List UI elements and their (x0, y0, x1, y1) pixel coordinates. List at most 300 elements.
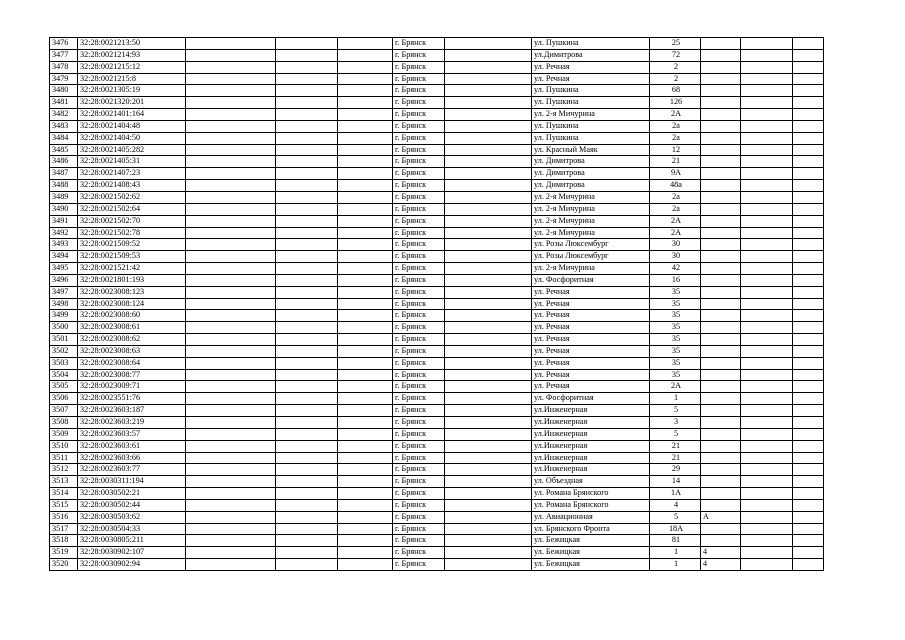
empty-cell (186, 215, 276, 227)
city-cell: г. Брянск (393, 132, 445, 144)
empty-cell (276, 97, 338, 109)
house-cell: 35 (650, 334, 701, 346)
empty-cell (276, 393, 338, 405)
cadastral-number-cell: 32:28:0023603:187 (78, 405, 186, 417)
street-cell: ул. Брянского Фронта (532, 523, 650, 535)
empty-cell (338, 144, 393, 156)
city-cell: г. Брянск (393, 322, 445, 334)
house-cell: 30 (650, 251, 701, 263)
table-row (50, 239, 824, 251)
empty-cell (276, 440, 338, 452)
empty-cell (793, 440, 824, 452)
street-cell: ул. Димитрова (532, 156, 650, 168)
table-row (50, 428, 824, 440)
street-cell: ул. Пушкина (532, 120, 650, 132)
extra-cell (701, 61, 741, 73)
empty-cell (338, 345, 393, 357)
empty-cell (741, 369, 793, 381)
empty-cell (276, 227, 338, 239)
city-cell: г. Брянск (393, 203, 445, 215)
street-cell: ул. Речная (532, 381, 650, 393)
empty-cell (445, 156, 532, 168)
empty-cell (186, 428, 276, 440)
empty-cell (338, 132, 393, 144)
empty-cell (741, 215, 793, 227)
cadastral-number-cell: 32:28:0030503:62 (78, 511, 186, 523)
empty-cell (186, 499, 276, 511)
empty-cell (276, 535, 338, 547)
table-row (50, 298, 824, 310)
empty-cell (338, 405, 393, 417)
city-cell: г. Брянск (393, 357, 445, 369)
register-table (49, 37, 824, 571)
empty-cell (186, 488, 276, 500)
empty-cell (741, 203, 793, 215)
empty-cell (741, 286, 793, 298)
table-row (50, 38, 824, 50)
table-row (50, 227, 824, 239)
empty-cell (741, 310, 793, 322)
cadastral-number-cell: 32:28:0023008:77 (78, 369, 186, 381)
city-cell: г. Брянск (393, 85, 445, 97)
empty-cell (741, 263, 793, 275)
empty-cell (276, 523, 338, 535)
table-row (50, 109, 824, 121)
empty-cell (445, 49, 532, 61)
extra-cell (701, 381, 741, 393)
extra-cell (701, 452, 741, 464)
empty-cell (445, 109, 532, 121)
cadastral-number-cell: 32:28:0023603:219 (78, 417, 186, 429)
empty-cell (793, 393, 824, 405)
house-cell: 4 (650, 499, 701, 511)
cadastral-number-cell: 32:28:0030805:211 (78, 535, 186, 547)
city-cell: г. Брянск (393, 263, 445, 275)
empty-cell (793, 488, 824, 500)
empty-cell (445, 393, 532, 405)
street-cell: ул.Инженерная (532, 464, 650, 476)
empty-cell (338, 251, 393, 263)
empty-cell (445, 203, 532, 215)
city-cell: г. Брянск (393, 440, 445, 452)
table-row (50, 381, 824, 393)
empty-cell (741, 345, 793, 357)
empty-cell (186, 61, 276, 73)
empty-cell (276, 476, 338, 488)
empty-cell (741, 488, 793, 500)
extra-cell (701, 38, 741, 50)
city-cell: г. Брянск (393, 499, 445, 511)
house-cell: 35 (650, 369, 701, 381)
row-number: 3492 (50, 227, 78, 239)
city-cell: г. Брянск (393, 215, 445, 227)
empty-cell (276, 263, 338, 275)
table-row (50, 452, 824, 464)
extra-cell (701, 476, 741, 488)
empty-cell (793, 97, 824, 109)
street-cell: ул. Бежицкая (532, 559, 650, 571)
empty-cell (445, 227, 532, 239)
extra-cell (701, 168, 741, 180)
extra-cell (701, 73, 741, 85)
house-cell: 2 (650, 73, 701, 85)
empty-cell (186, 345, 276, 357)
row-number: 3504 (50, 369, 78, 381)
table-row (50, 345, 824, 357)
row-number: 3502 (50, 345, 78, 357)
empty-cell (793, 120, 824, 132)
empty-cell (793, 334, 824, 346)
street-cell: ул. Бежицкая (532, 535, 650, 547)
street-cell: ул. Димитрова (532, 180, 650, 192)
empty-cell (186, 73, 276, 85)
city-cell: г. Брянск (393, 180, 445, 192)
extra-cell (701, 120, 741, 132)
cadastral-number-cell: 32:28:0023009:71 (78, 381, 186, 393)
extra-cell (701, 144, 741, 156)
empty-cell (276, 180, 338, 192)
empty-cell (741, 452, 793, 464)
empty-cell (276, 452, 338, 464)
extra-cell: 4 (701, 559, 741, 571)
empty-cell (338, 310, 393, 322)
empty-cell (186, 334, 276, 346)
empty-cell (276, 109, 338, 121)
empty-cell (186, 156, 276, 168)
empty-cell (186, 191, 276, 203)
extra-cell (701, 405, 741, 417)
cadastral-number-cell: 32:28:0023008:64 (78, 357, 186, 369)
empty-cell (186, 144, 276, 156)
empty-cell (793, 499, 824, 511)
row-number: 3506 (50, 393, 78, 405)
extra-cell (701, 109, 741, 121)
table-row (50, 97, 824, 109)
extra-cell (701, 393, 741, 405)
cadastral-number-cell: 32:28:0021502:62 (78, 191, 186, 203)
extra-cell (701, 523, 741, 535)
house-cell: 9А (650, 168, 701, 180)
city-cell: г. Брянск (393, 511, 445, 523)
empty-cell (338, 97, 393, 109)
city-cell: г. Брянск (393, 49, 445, 61)
cadastral-number-cell: 32:28:0023008:61 (78, 322, 186, 334)
empty-cell (445, 298, 532, 310)
empty-cell (793, 286, 824, 298)
house-cell: 42 (650, 263, 701, 275)
empty-cell (338, 203, 393, 215)
row-number: 3508 (50, 417, 78, 429)
extra-cell (701, 156, 741, 168)
empty-cell (186, 274, 276, 286)
empty-cell (793, 61, 824, 73)
table-row (50, 168, 824, 180)
table-row (50, 488, 824, 500)
empty-cell (276, 203, 338, 215)
empty-cell (338, 191, 393, 203)
house-cell: 35 (650, 357, 701, 369)
extra-cell (701, 440, 741, 452)
cadastral-number-cell: 32:28:0023603:77 (78, 464, 186, 476)
empty-cell (741, 85, 793, 97)
row-number: 3517 (50, 523, 78, 535)
extra-cell (701, 322, 741, 334)
table-row (50, 191, 824, 203)
empty-cell (276, 428, 338, 440)
empty-cell (741, 73, 793, 85)
street-cell: ул. 2-я Мичурина (532, 191, 650, 203)
empty-cell (793, 464, 824, 476)
house-cell: 2а (650, 120, 701, 132)
street-cell: ул.Димитрова (532, 49, 650, 61)
extra-cell (701, 488, 741, 500)
empty-cell (338, 417, 393, 429)
city-cell: г. Брянск (393, 405, 445, 417)
empty-cell (445, 440, 532, 452)
extra-cell (701, 49, 741, 61)
cadastral-number-cell: 32:28:0030311:194 (78, 476, 186, 488)
row-number: 3478 (50, 61, 78, 73)
street-cell: ул.Инженерная (532, 452, 650, 464)
empty-cell (445, 381, 532, 393)
cadastral-number-cell: 32:28:0021407:23 (78, 168, 186, 180)
cadastral-number-cell: 32:28:0023008:62 (78, 334, 186, 346)
empty-cell (276, 417, 338, 429)
empty-cell (793, 180, 824, 192)
row-number: 3483 (50, 120, 78, 132)
empty-cell (793, 369, 824, 381)
empty-cell (276, 132, 338, 144)
empty-cell (445, 132, 532, 144)
street-cell: ул. Авиационная (532, 511, 650, 523)
empty-cell (186, 440, 276, 452)
street-cell: ул. Пушкина (532, 97, 650, 109)
empty-cell (741, 239, 793, 251)
extra-cell (701, 535, 741, 547)
row-number: 3487 (50, 168, 78, 180)
empty-cell (741, 357, 793, 369)
house-cell: 18А (650, 523, 701, 535)
empty-cell (445, 417, 532, 429)
empty-cell (276, 357, 338, 369)
city-cell: г. Брянск (393, 310, 445, 322)
empty-cell (741, 334, 793, 346)
empty-cell (793, 239, 824, 251)
empty-cell (793, 298, 824, 310)
register-body (50, 38, 824, 571)
empty-cell (445, 357, 532, 369)
empty-cell (338, 85, 393, 97)
empty-cell (186, 180, 276, 192)
street-cell: ул. Речная (532, 310, 650, 322)
table-row (50, 464, 824, 476)
cadastral-number-cell: 32:28:0030502:44 (78, 499, 186, 511)
table-row (50, 559, 824, 571)
empty-cell (338, 452, 393, 464)
row-number: 3489 (50, 191, 78, 203)
table-row (50, 523, 824, 535)
empty-cell (186, 97, 276, 109)
cadastral-number-cell: 32:28:0023008:60 (78, 310, 186, 322)
empty-cell (186, 132, 276, 144)
row-number: 3519 (50, 547, 78, 559)
street-cell: ул. Пушкина (532, 38, 650, 50)
empty-cell (186, 49, 276, 61)
row-number: 3505 (50, 381, 78, 393)
empty-cell (793, 156, 824, 168)
cadastral-number-cell: 32:28:0030502:21 (78, 488, 186, 500)
empty-cell (276, 120, 338, 132)
table-row (50, 215, 824, 227)
house-cell: 21 (650, 440, 701, 452)
table-row (50, 61, 824, 73)
table-row (50, 144, 824, 156)
row-number: 3503 (50, 357, 78, 369)
empty-cell (338, 298, 393, 310)
register-sheet (49, 37, 824, 571)
city-cell: г. Брянск (393, 452, 445, 464)
city-cell: г. Брянск (393, 523, 445, 535)
empty-cell (186, 286, 276, 298)
city-cell: г. Брянск (393, 535, 445, 547)
city-cell: г. Брянск (393, 417, 445, 429)
table-row (50, 499, 824, 511)
empty-cell (186, 203, 276, 215)
empty-cell (276, 547, 338, 559)
row-number: 3514 (50, 488, 78, 500)
cadastral-number-cell: 32:28:0023603:61 (78, 440, 186, 452)
empty-cell (445, 334, 532, 346)
empty-cell (338, 488, 393, 500)
street-cell: ул. 2-я Мичурина (532, 227, 650, 239)
empty-cell (445, 345, 532, 357)
street-cell: ул. 2-я Мичурина (532, 263, 650, 275)
cadastral-number-cell: 32:28:0021502:78 (78, 227, 186, 239)
empty-cell (186, 511, 276, 523)
house-cell: 29 (650, 464, 701, 476)
house-cell: 2 (650, 61, 701, 73)
empty-cell (338, 357, 393, 369)
empty-cell (186, 417, 276, 429)
empty-cell (276, 369, 338, 381)
empty-cell (445, 85, 532, 97)
extra-cell (701, 369, 741, 381)
house-cell: 126 (650, 97, 701, 109)
empty-cell (338, 239, 393, 251)
empty-cell (741, 428, 793, 440)
street-cell: ул.Инженерная (532, 405, 650, 417)
empty-cell (338, 464, 393, 476)
empty-cell (338, 286, 393, 298)
street-cell: ул. Розы Люксембург (532, 239, 650, 251)
empty-cell (338, 334, 393, 346)
table-row (50, 85, 824, 97)
empty-cell (445, 499, 532, 511)
empty-cell (793, 168, 824, 180)
empty-cell (445, 38, 532, 50)
table-row (50, 511, 824, 523)
street-cell: ул. Речная (532, 73, 650, 85)
empty-cell (741, 405, 793, 417)
empty-cell (445, 511, 532, 523)
empty-cell (445, 523, 532, 535)
empty-cell (793, 405, 824, 417)
street-cell: ул. Димитрова (532, 168, 650, 180)
empty-cell (445, 405, 532, 417)
empty-cell (445, 239, 532, 251)
city-cell: г. Брянск (393, 156, 445, 168)
empty-cell (445, 464, 532, 476)
empty-cell (276, 191, 338, 203)
row-number: 3509 (50, 428, 78, 440)
empty-cell (793, 263, 824, 275)
empty-cell (276, 310, 338, 322)
empty-cell (793, 215, 824, 227)
empty-cell (276, 298, 338, 310)
empty-cell (741, 535, 793, 547)
empty-cell (445, 535, 532, 547)
house-cell: 1 (650, 559, 701, 571)
city-cell: г. Брянск (393, 120, 445, 132)
extra-cell (701, 251, 741, 263)
extra-cell (701, 286, 741, 298)
city-cell: г. Брянск (393, 369, 445, 381)
cadastral-number-cell: 32:28:0021405:31 (78, 156, 186, 168)
extra-cell (701, 357, 741, 369)
house-cell: 2а (650, 132, 701, 144)
empty-cell (186, 381, 276, 393)
empty-cell (338, 547, 393, 559)
cadastral-number-cell: 32:28:0021401:164 (78, 109, 186, 121)
cadastral-number-cell: 32:28:0021320:201 (78, 97, 186, 109)
table-row (50, 180, 824, 192)
house-cell: 35 (650, 322, 701, 334)
city-cell: г. Брянск (393, 227, 445, 239)
cadastral-number-cell: 32:28:0021215:8 (78, 73, 186, 85)
street-cell: ул. Романа Брянского (532, 488, 650, 500)
city-cell: г. Брянск (393, 61, 445, 73)
empty-cell (445, 263, 532, 275)
city-cell: г. Брянск (393, 274, 445, 286)
empty-cell (741, 476, 793, 488)
cadastral-number-cell: 32:28:0021305:19 (78, 85, 186, 97)
empty-cell (186, 227, 276, 239)
empty-cell (741, 464, 793, 476)
table-row (50, 535, 824, 547)
city-cell: г. Брянск (393, 73, 445, 85)
house-cell: 12 (650, 144, 701, 156)
empty-cell (276, 559, 338, 571)
empty-cell (741, 417, 793, 429)
house-cell: 2А (650, 381, 701, 393)
city-cell: г. Брянск (393, 559, 445, 571)
cadastral-number-cell: 32:28:0021214:93 (78, 49, 186, 61)
empty-cell (445, 286, 532, 298)
house-cell: 21 (650, 156, 701, 168)
street-cell: ул.Инженерная (532, 417, 650, 429)
empty-cell (186, 523, 276, 535)
table-row (50, 251, 824, 263)
row-number: 3486 (50, 156, 78, 168)
empty-cell (186, 369, 276, 381)
extra-cell (701, 132, 741, 144)
cadastral-number-cell: 32:28:0021502:70 (78, 215, 186, 227)
row-number: 3479 (50, 73, 78, 85)
empty-cell (793, 144, 824, 156)
cadastral-number-cell: 32:28:0030902:94 (78, 559, 186, 571)
empty-cell (338, 476, 393, 488)
table-row (50, 322, 824, 334)
